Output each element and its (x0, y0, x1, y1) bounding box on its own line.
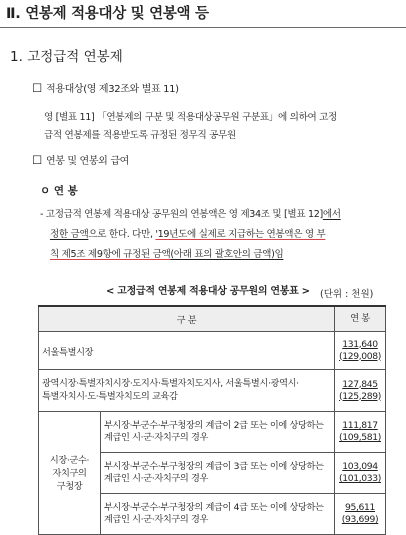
group-label-line2: 자치구의 (52, 467, 87, 479)
row-amount (335, 370, 386, 412)
row-label-line1: 부시장·부군수·부구청장의 계급이 4급 또는 이에 상당하는 (104, 501, 324, 513)
salary-line2 (50, 226, 325, 240)
subsection-heading (10, 45, 123, 65)
row-label-line2: 특별자치시·도·특별자치도의 교육감 (42, 390, 178, 402)
salary-line3 (50, 246, 283, 260)
group-label (39, 412, 101, 535)
table-row (39, 412, 386, 453)
salary-line2-text: 으로 한다. 다만, (88, 229, 156, 240)
row-amount (335, 494, 386, 535)
amount-adjusted: (101,033) (338, 473, 381, 484)
row-label (101, 453, 335, 494)
amount-value: 95,611 (344, 502, 376, 513)
item2-heading (32, 152, 129, 167)
amount-adjusted: (125,289) (338, 390, 381, 402)
row-label-line1: 부시장·부군수·부구청장의 계급이 2급 또는 이에 상당하는 (104, 419, 324, 431)
salary-line1 (40, 206, 341, 220)
section-numeral: Ⅱ. (6, 6, 21, 22)
row-label (101, 412, 335, 453)
group-label-line1: 시장·군수· (49, 454, 90, 466)
salary-title: 연 봉 (53, 185, 78, 197)
row-label (39, 370, 335, 412)
salary-subheading (40, 183, 78, 198)
group-label-line3: 구청장 (56, 480, 83, 492)
salary-line3-paren: (아래 표의 괄호안의 금액) (170, 249, 275, 260)
amount-value: 127,845 (342, 378, 378, 390)
amount-value: 111,817 (342, 420, 378, 431)
row-label-line1: 부시장·부군수·부구청장의 계급이 3급 또는 이에 상당하는 (104, 460, 324, 472)
salary-line3-emphasis: 칙 제5조 제9항에 규정된 금액 (50, 249, 171, 260)
section-heading (6, 2, 209, 23)
item2-label: 연봉 및 연봉외 급여 (45, 156, 129, 167)
item1-text-line2: 급적 연봉제를 적용받도록 규정된 정무직 공무원 (44, 130, 236, 141)
row-label-line1: 광역시장·특별자치시장·도지사·특별자치도지사, 서울특별시·광역시· (42, 378, 299, 389)
subsection-title: 고정급적 연봉제 (27, 49, 123, 65)
heading-divider (0, 27, 406, 28)
subsection-number: 1. (10, 49, 23, 65)
amount-adjusted: (109,581) (338, 432, 381, 443)
row-amount (335, 412, 386, 453)
table-header-category: 구 분 (39, 306, 335, 332)
row-label-line2: 계급인 시·군·자치구의 경우 (104, 473, 209, 484)
item1-text-line1: 영 [별표 11] 「연봉제의 구분 및 적용대상공무원 구분표」에 의하여 고정 (44, 112, 337, 123)
row-label-line2: 계급인 시·군·자치구의 경우 (104, 514, 209, 525)
row-amount (335, 332, 386, 370)
checkbox-icon: ☐ (32, 153, 43, 167)
row-label (101, 494, 335, 535)
amount-value: 131,640 (342, 338, 378, 350)
item1-heading (32, 80, 179, 95)
section-title: 연봉제 적용대상 및 연봉액 등 (25, 6, 209, 22)
row-amount (335, 453, 386, 494)
table-row (39, 332, 386, 370)
table-caption: < 고정급적 연봉제 적용대상 공무원의 연봉표 > (106, 286, 310, 297)
salary-line2-emphasis: '19년도에 실제로 지급하는 연봉액은 영 부 (155, 229, 326, 240)
checkbox-icon: ☐ (32, 81, 43, 95)
table-header-salary: 연 봉 (335, 306, 386, 332)
row-label: 서울특별시장 (39, 332, 335, 370)
salary-line1-underlined: 에서 (322, 209, 341, 220)
row-label-line2: 계급인 시·군·자치구의 경우 (104, 432, 209, 443)
amount-adjusted: (129,008) (338, 350, 381, 362)
salary-line3-end: 임 (274, 249, 284, 260)
salary-line1-text: - 고정급적 연봉제 적용대상 공무원의 연봉액은 영 제34조 및 [별표 12] (40, 209, 323, 220)
table-unit: (단위 : 천원) (320, 289, 374, 300)
item1-label: 적용대상(영 제32조와 별표 11) (45, 84, 179, 95)
amount-value: 103,094 (342, 461, 378, 472)
salary-table (38, 305, 386, 535)
salary-line2-underlined: 정한 금액 (50, 229, 89, 240)
bullet-icon: ㅇ (40, 185, 51, 197)
amount-adjusted: (93,699) (341, 514, 379, 525)
table-row (39, 370, 386, 412)
